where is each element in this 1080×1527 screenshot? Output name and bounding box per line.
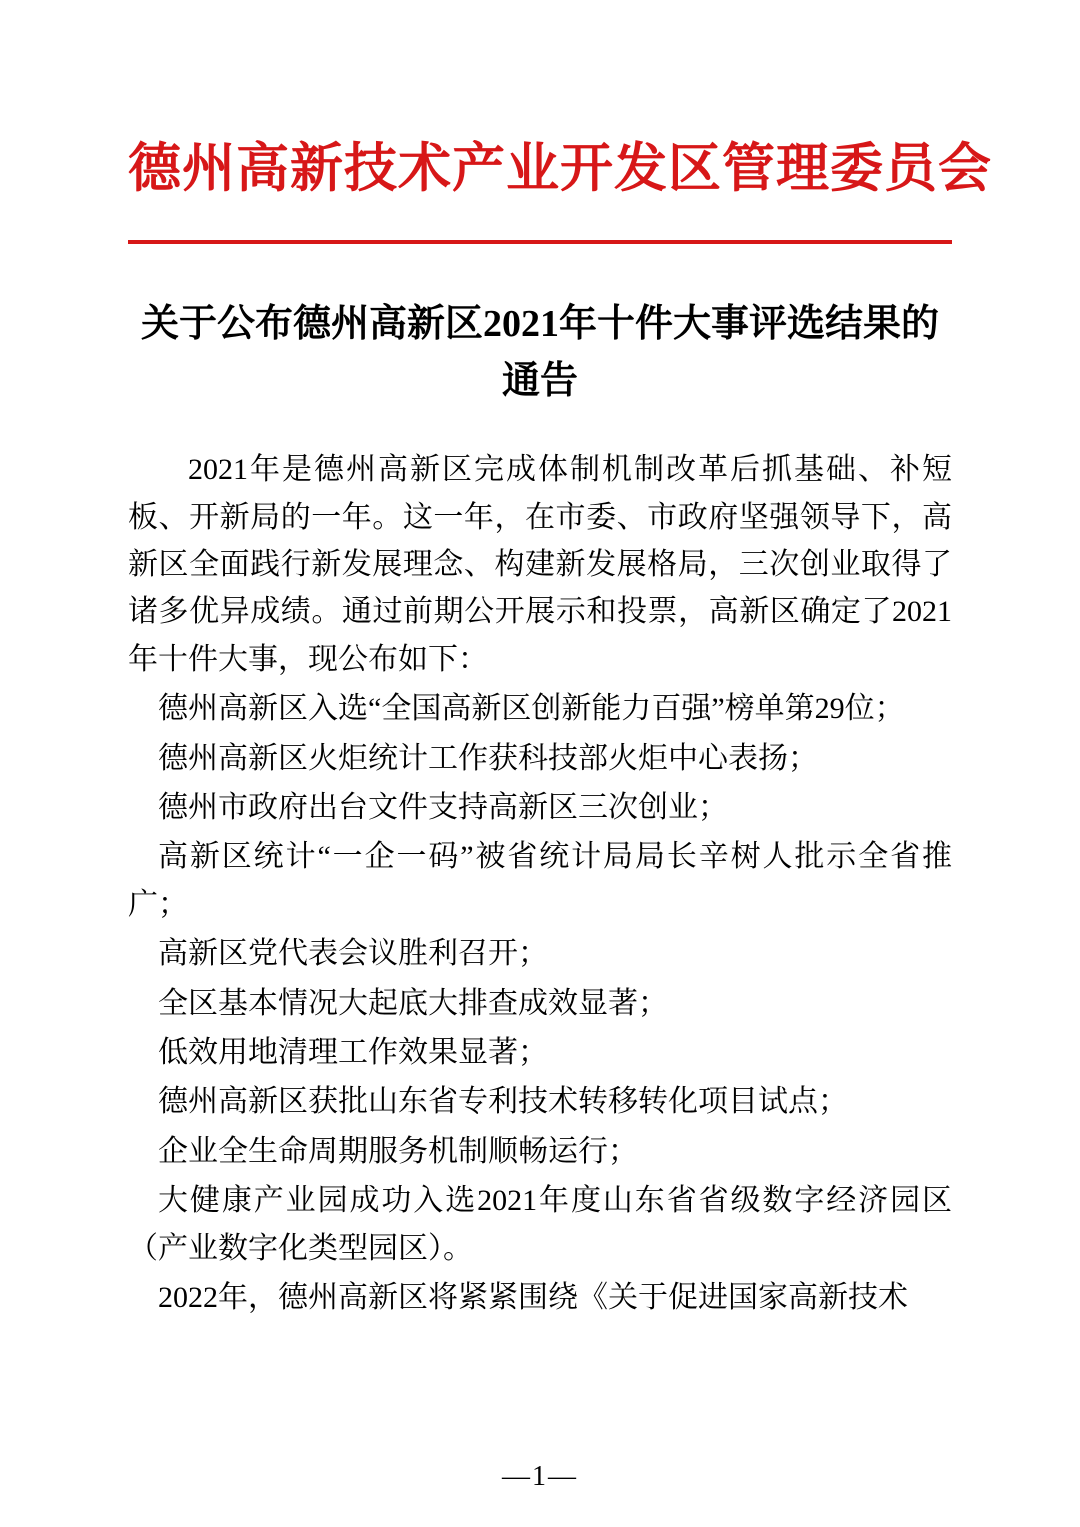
list-item: 大健康产业园成功入选2021年度山东省省级数字经济园区（产业数字化类型园区）。 bbox=[128, 1184, 952, 1265]
list-item: 德州高新区火炬统计工作获科技部火炬中心表扬； bbox=[158, 741, 818, 775]
list-item: 低效用地清理工作效果显著； bbox=[158, 1035, 548, 1069]
document-title: 关于公布德州高新区2021年十件大事评选结果的通告 bbox=[140, 303, 939, 403]
letterhead-title: 德州高新技术产业开发区管理委员会 bbox=[128, 140, 992, 198]
list-item: 全区基本情况大起底大排查成效显著； bbox=[158, 986, 668, 1020]
list-item: 德州市政府出台文件支持高新区三次创业； bbox=[158, 791, 728, 825]
page-number: —1— bbox=[502, 1461, 578, 1492]
letterhead-divider bbox=[128, 240, 952, 244]
list-item: 德州高新区入选“全国高新区创新能力百强”榜单第29位； bbox=[158, 692, 905, 726]
document-body bbox=[128, 446, 952, 1321]
list-item: 德州高新区获批山东省专利技术转移转化项目试点； bbox=[158, 1085, 848, 1119]
list-item: 高新区统计“一企一码”被省统计局局长辛树人批示全省推广； bbox=[128, 840, 952, 921]
list-item: 企业全生命周期服务机制顺畅运行； bbox=[158, 1134, 638, 1168]
intro-paragraph: 2021年是德州高新区完成体制机制改革后抓基础、补短板、开新局的一年。这一年，在市委、市政府坚强领导下，高新区全面践行新发展理念、构建新发展格局，三次创业取得了诸多优异成绩。通过前期公开展示和投票，高新区确定了2021年十件大事，现公布如下： bbox=[128, 453, 952, 676]
closing-paragraph: 2022年，德州高新区将紧紧围绕《关于促进国家高新技术 bbox=[158, 1280, 908, 1314]
list-item: 高新区党代表会议胜利召开； bbox=[158, 937, 548, 971]
